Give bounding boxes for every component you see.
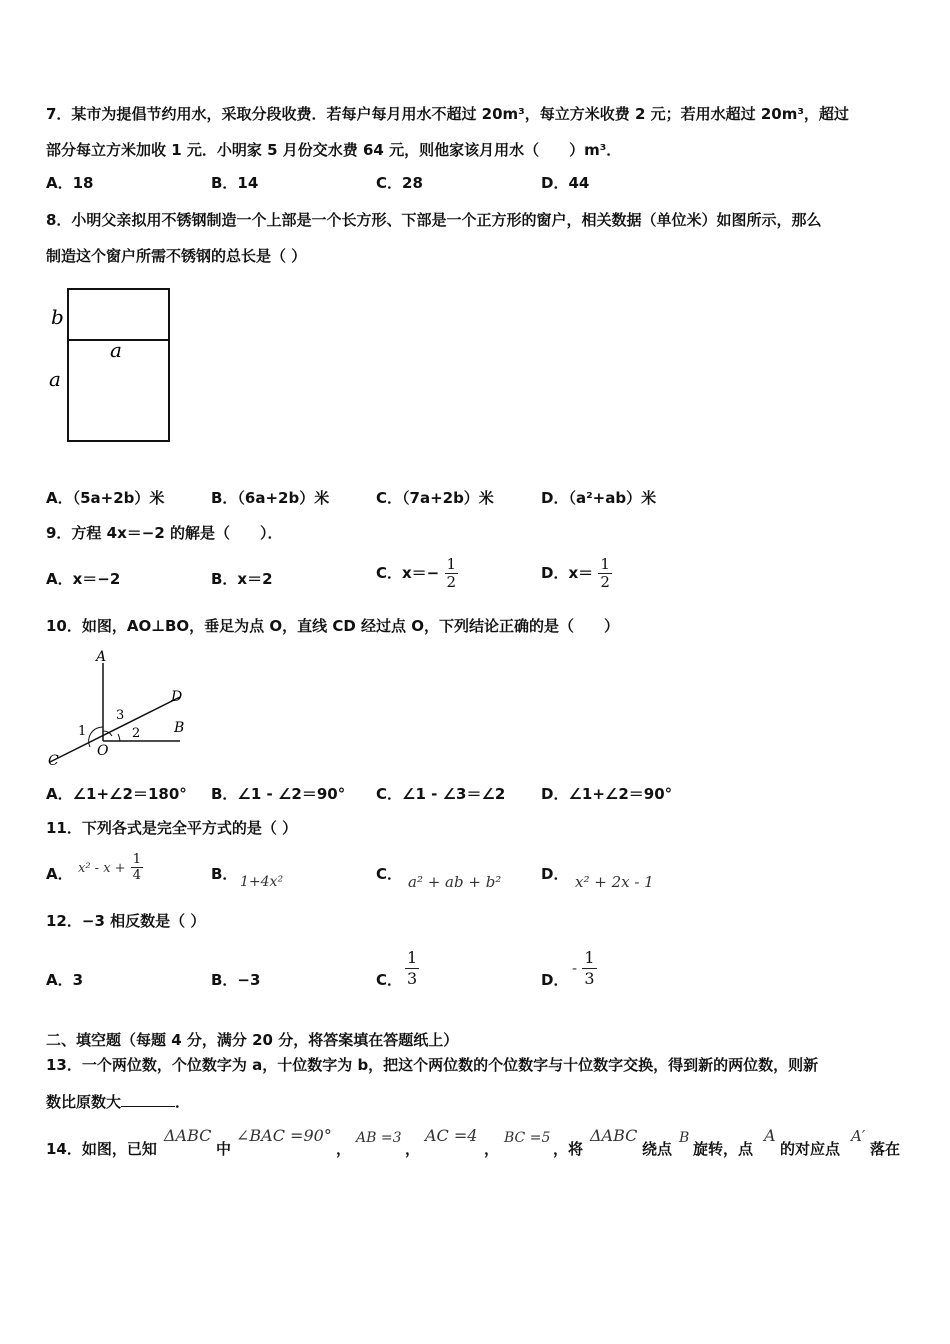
q8-line1: 8．小明父亲拟用不锈钢制造一个上部是一个长方形、下部是一个正方形的窗户，相关数据（单位米）如图所示，那么: [46, 211, 822, 229]
angle-figure: [40, 645, 200, 775]
q11-option-b-expr: 1+4x²: [240, 874, 284, 890]
q12-d-denominator: 3: [584, 969, 595, 988]
q14-ab: AB =3: [356, 1130, 402, 1146]
q14-raodian: 绕点: [642, 1140, 673, 1158]
q11-a-denominator: 4: [132, 868, 142, 883]
q13-line2: 数比原数大 ．: [46, 1093, 191, 1111]
label-b: b: [51, 305, 64, 329]
q10-option-a: A．∠1+∠2＝180°: [46, 785, 187, 803]
q9-line: 9．方程 4x＝−2 的解是（ ）．: [46, 524, 283, 542]
q13-line2-text: 数比原数大: [46, 1093, 122, 1111]
q13-answer-blank[interactable]: [121, 1092, 175, 1107]
window-outer-frame: [68, 289, 169, 441]
q14-jiang: ，将: [553, 1140, 584, 1158]
q13-line1: 13．一个两位数，个位数字为 a，十位数字为 b，把这个两位数的个位数字与十位数字交换，得到新的两位数，则新: [46, 1056, 819, 1074]
q8-option-d: D．（a²+ab）米: [541, 489, 657, 507]
q14-point-b: B: [679, 1130, 690, 1146]
q14-xuanzhuan: 旋转，点: [693, 1140, 754, 1158]
q14-zhong: 中: [216, 1140, 232, 1158]
q9-c-denominator: 2: [446, 573, 457, 591]
q7-line1: 7．某市为提倡节约用水，采取分段收费．若每户每月用水不超过 20m³，每立方米收费 2 元；若用水超过 20m³，超过: [46, 105, 849, 123]
label-A: A: [96, 649, 107, 665]
q9-option-d-prefix: D．x＝: [541, 564, 594, 582]
q10-line: 10．如图，AO⊥BO，垂足为点 O，直线 CD 经过点 O，下列结论正确的是（ ）: [46, 617, 619, 635]
q9-option-a: A．x＝−2: [46, 570, 121, 588]
q12-c-fraction: [405, 948, 419, 989]
q14-comma-3: ，: [484, 1140, 500, 1158]
line-cd: [50, 697, 180, 762]
q11-a-fraction: [131, 852, 143, 883]
q12-c-denominator: 3: [407, 969, 418, 988]
q8-option-a: A．（5a+2b）米: [46, 489, 165, 507]
q9-option-b: B．x＝2: [211, 570, 273, 588]
q10-option-b: B．∠1 - ∠2＝90°: [211, 785, 346, 803]
label-D: D: [171, 689, 183, 705]
q11-option-d-expr: x² + 2x - 1: [575, 873, 654, 891]
q9-c-numerator: 1: [446, 555, 457, 573]
label-C: C: [48, 753, 59, 769]
q12-option-d-label: D．: [541, 971, 569, 989]
q14-triangle-1: ΔABC: [164, 1126, 212, 1145]
q14-comma-2: ，: [405, 1140, 421, 1158]
q9-option-d-fraction: [598, 556, 612, 591]
q11-option-c-label: C．: [376, 865, 403, 883]
window-figure: [40, 280, 190, 450]
q11-option-b-label: B．: [211, 865, 238, 883]
q14-point-a: A: [764, 1126, 776, 1145]
q11-option-c-expr: a² + ab + b²: [408, 873, 502, 891]
q10-option-c: C．∠1 - ∠3＝∠2: [376, 785, 506, 803]
q9-option-c: [376, 556, 458, 591]
label-a-left: a: [49, 367, 61, 391]
q7-option-a: A．18: [46, 174, 94, 192]
q8-option-c: C．（7a+2b）米: [376, 489, 494, 507]
label-angle-1: 1: [78, 724, 87, 739]
q14-luozai: 落在: [870, 1140, 901, 1158]
q9-d-numerator: 1: [600, 555, 610, 573]
q12-d-sign: -: [572, 959, 578, 977]
q14-point-a-prime: A′: [851, 1127, 866, 1145]
section2-heading: 二、填空题（每题 4 分，满分 20 分，将答案填在答题纸上）: [46, 1031, 459, 1049]
q9-option-c-fraction: [445, 556, 459, 591]
q14-angle-bac: ∠BAC =90°: [236, 1126, 332, 1145]
q14-bc: BC =5: [504, 1130, 551, 1146]
q14-ac: AC =4: [425, 1126, 478, 1145]
label-a-top: a: [110, 338, 122, 362]
q8-option-b: B．（6a+2b）米: [211, 489, 330, 507]
q7-line2: 部分每立方米加收 1 元．小明家 5 月份交水费 64 元，则他家该月用水（ ）m³．: [46, 141, 622, 159]
q11-option-a-label: A．: [46, 865, 73, 883]
q14-duiying: 的对应点: [780, 1140, 841, 1158]
label-angle-2: 2: [132, 726, 141, 741]
q12-d-fraction: [582, 948, 596, 989]
q10-option-d: D．∠1+∠2＝90°: [541, 785, 673, 803]
q14-triangle-2: ΔABC: [590, 1126, 638, 1145]
q7-option-b: B．14: [211, 174, 259, 192]
q12-option-c-fraction: [405, 948, 419, 989]
q14-comma-1: ，: [336, 1140, 352, 1158]
q12-option-a: A．3: [46, 971, 84, 989]
q11-a-text: x² - x +: [78, 861, 126, 876]
q12-option-c-label: C．: [376, 971, 403, 989]
q11-option-a-expr: [78, 852, 143, 883]
q7-option-d: D．44: [541, 174, 590, 192]
q12-d-numerator: 1: [584, 948, 595, 967]
label-angle-3: 3: [116, 708, 125, 723]
q7-option-c: C．28: [376, 174, 423, 192]
q9-option-d: [541, 556, 612, 591]
q11-line: 11．下列各式是完全平方式的是（ ）: [46, 819, 298, 837]
q8-line2: 制造这个窗户所需不锈钢的总长是（ ）: [46, 247, 307, 265]
q9-d-denominator: 2: [600, 573, 610, 591]
q12-line: 12．−3 相反数是（ ）: [46, 912, 206, 930]
angle-arc-2: [118, 734, 120, 741]
q14-prefix: 14．如图，已知: [46, 1140, 157, 1158]
q11-a-numerator: 1: [132, 852, 142, 867]
label-B: B: [174, 720, 185, 736]
q11-option-d-label: D．: [541, 865, 569, 883]
q12-option-b: B．−3: [211, 971, 261, 989]
q9-option-c-prefix: C．x＝−: [376, 564, 440, 582]
q12-option-d-expr: [572, 948, 597, 989]
q12-c-numerator: 1: [407, 948, 418, 967]
label-O: O: [97, 743, 109, 759]
